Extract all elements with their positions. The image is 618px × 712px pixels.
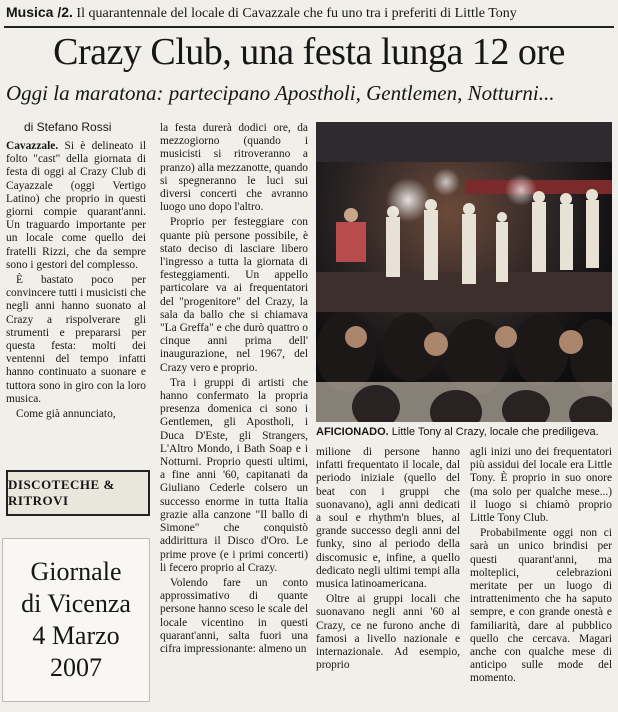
- caption-label: AFICIONADO.: [316, 426, 389, 438]
- paragraph: Tra i gruppi di artisti che hanno confermato la propria presenza domenica ci sono i Gentlemen, gli Apostholi, i Duca D'Este, gli Strangers, L'Altro Mondo, i Bath Soap e i Notturni. Proprio questi ultimi, a fine anni '60, capitanati da Giuliano Cederle colsero un successo enorme in tutta Italia grazie alla canzone "Il ballo di Simone" che conquistò addirittura il Disco d'Oro. Le prime prove (e i primi concerti) li fecero proprio al Crazy.: [160, 376, 308, 574]
- article-column-1: [6, 140, 146, 423]
- article-column-3: [316, 446, 460, 674]
- paragraph: Probabilmente oggi non ci sarà un unico brindisi per questi quarant'anni, ma molteplici, celebrazioni meritate per un luogo di intrattenimento che ha saputo sempre, e con grande onestà e familiarità, dare al pubblico quello che cercava. Magari anche con qualche mese di anticipo sulle mode del momento.: [470, 527, 612, 685]
- source-box: [2, 538, 150, 702]
- paragraph: Proprio per festeggiare con quante più persone possibile, è stato deciso di lasciare libero l'ingresso a tutta la giornata di festeggiamenti. Un appello particolare va ai frequentatori del "progenitore" del Crazy, la sala da ballo che si chiamava "La Greffa" e che durò quattro o cinque anni prima dell' inaugurazione, nel 1967, del Crazy vero e proprio.: [160, 216, 308, 374]
- source-line: 4 Marzo: [32, 621, 120, 650]
- paragraph: Si è delineato il folto "cast" della giornata di festa di oggi al Crazy Club di Cayazzale (oggi Vertigo Latino) che proprio in questi giorni compie quarant'anni. Un traguardo importante per un locale come quello dei fratelli Rizzi, che da sempre sono i gestori del complesso.: [6, 140, 146, 271]
- paragraph: agli inizi uno dei frequentatori più assidui del locale era Little Tony. È proprio in suo onore (ma solo per qualche mese...) il luogo si chiamò proprio Little Tony Club.: [470, 446, 612, 525]
- source-line: 2007: [50, 653, 102, 682]
- paragraph: Oltre ai gruppi locali che suonavano negli anni '60 al Crazy, ce ne furono anche di famosi a livello nazionale e internazionale. Ad esempio, proprio: [316, 593, 460, 672]
- dateline: Cavazzale.: [6, 140, 59, 152]
- subheadline: Oggi la maratona: partecipano Apostholi, Gentlemen, Notturni...: [6, 81, 555, 105]
- paragraph: È bastato poco per convincere tutti i musicisti che negli anni hanno suonato al Crazy a rispolverare gli strumenti e prepararsi per questa festa: molti dei ventenni del tempo infatti hanno continuato a suonare e tuttora sono in giro con la loro musica.: [6, 274, 146, 405]
- top-divider: [4, 26, 614, 28]
- caption-text: Little Tony al Crazy, locale che prediligeva.: [391, 426, 599, 438]
- kicker-text: Il quarantennale del locale di Cavazzale che fu uno tra i preferiti di Little Tony: [76, 6, 517, 21]
- section-rubric: DISCOTECHE & RITROVI: [6, 470, 150, 516]
- byline: di Stefano Rossi: [24, 120, 112, 134]
- paragraph: Come già annunciato,: [16, 408, 116, 421]
- concert-photo-image: [316, 122, 612, 422]
- headline: Crazy Club, una festa lunga 12 ore: [53, 31, 565, 73]
- article-column-4: [470, 446, 612, 688]
- paragraph: la festa durerà dodici ore, da mezzogiorno (quando i musicisti si ritroveranno a pranzo) alla mezzanotte, quando si spegneranno le luci sui diversi concerti che avranno luogo uno dopo l'altro.: [160, 122, 309, 214]
- paragraph: milione di persone hanno infatti frequentato il locale, dal periodo iniziale (quello del beat con i gruppi che suonavano), agli anni dedicati a soul e rhythm'n blues, al grande successo degli anni del funky, sino al periodo della discomusic e, infine, a quello dedicato negli ultimi tempi alla musica latinoamericana.: [316, 446, 460, 591]
- article-column-2: [160, 122, 308, 658]
- paragraph: Volendo fare un conto approssimativo di quante persone hanno sceso le scale del locale vicentino in questi quarant'anni, salta fuori una cifra impressionante: almeno un: [160, 576, 308, 655]
- source-line: di Vicenza: [21, 589, 131, 618]
- concert-photo: [316, 122, 612, 422]
- kicker-section: Musica /2.: [6, 4, 73, 20]
- kicker: [6, 4, 614, 22]
- source-line: Giornale: [30, 557, 122, 586]
- photo-caption: [316, 426, 612, 439]
